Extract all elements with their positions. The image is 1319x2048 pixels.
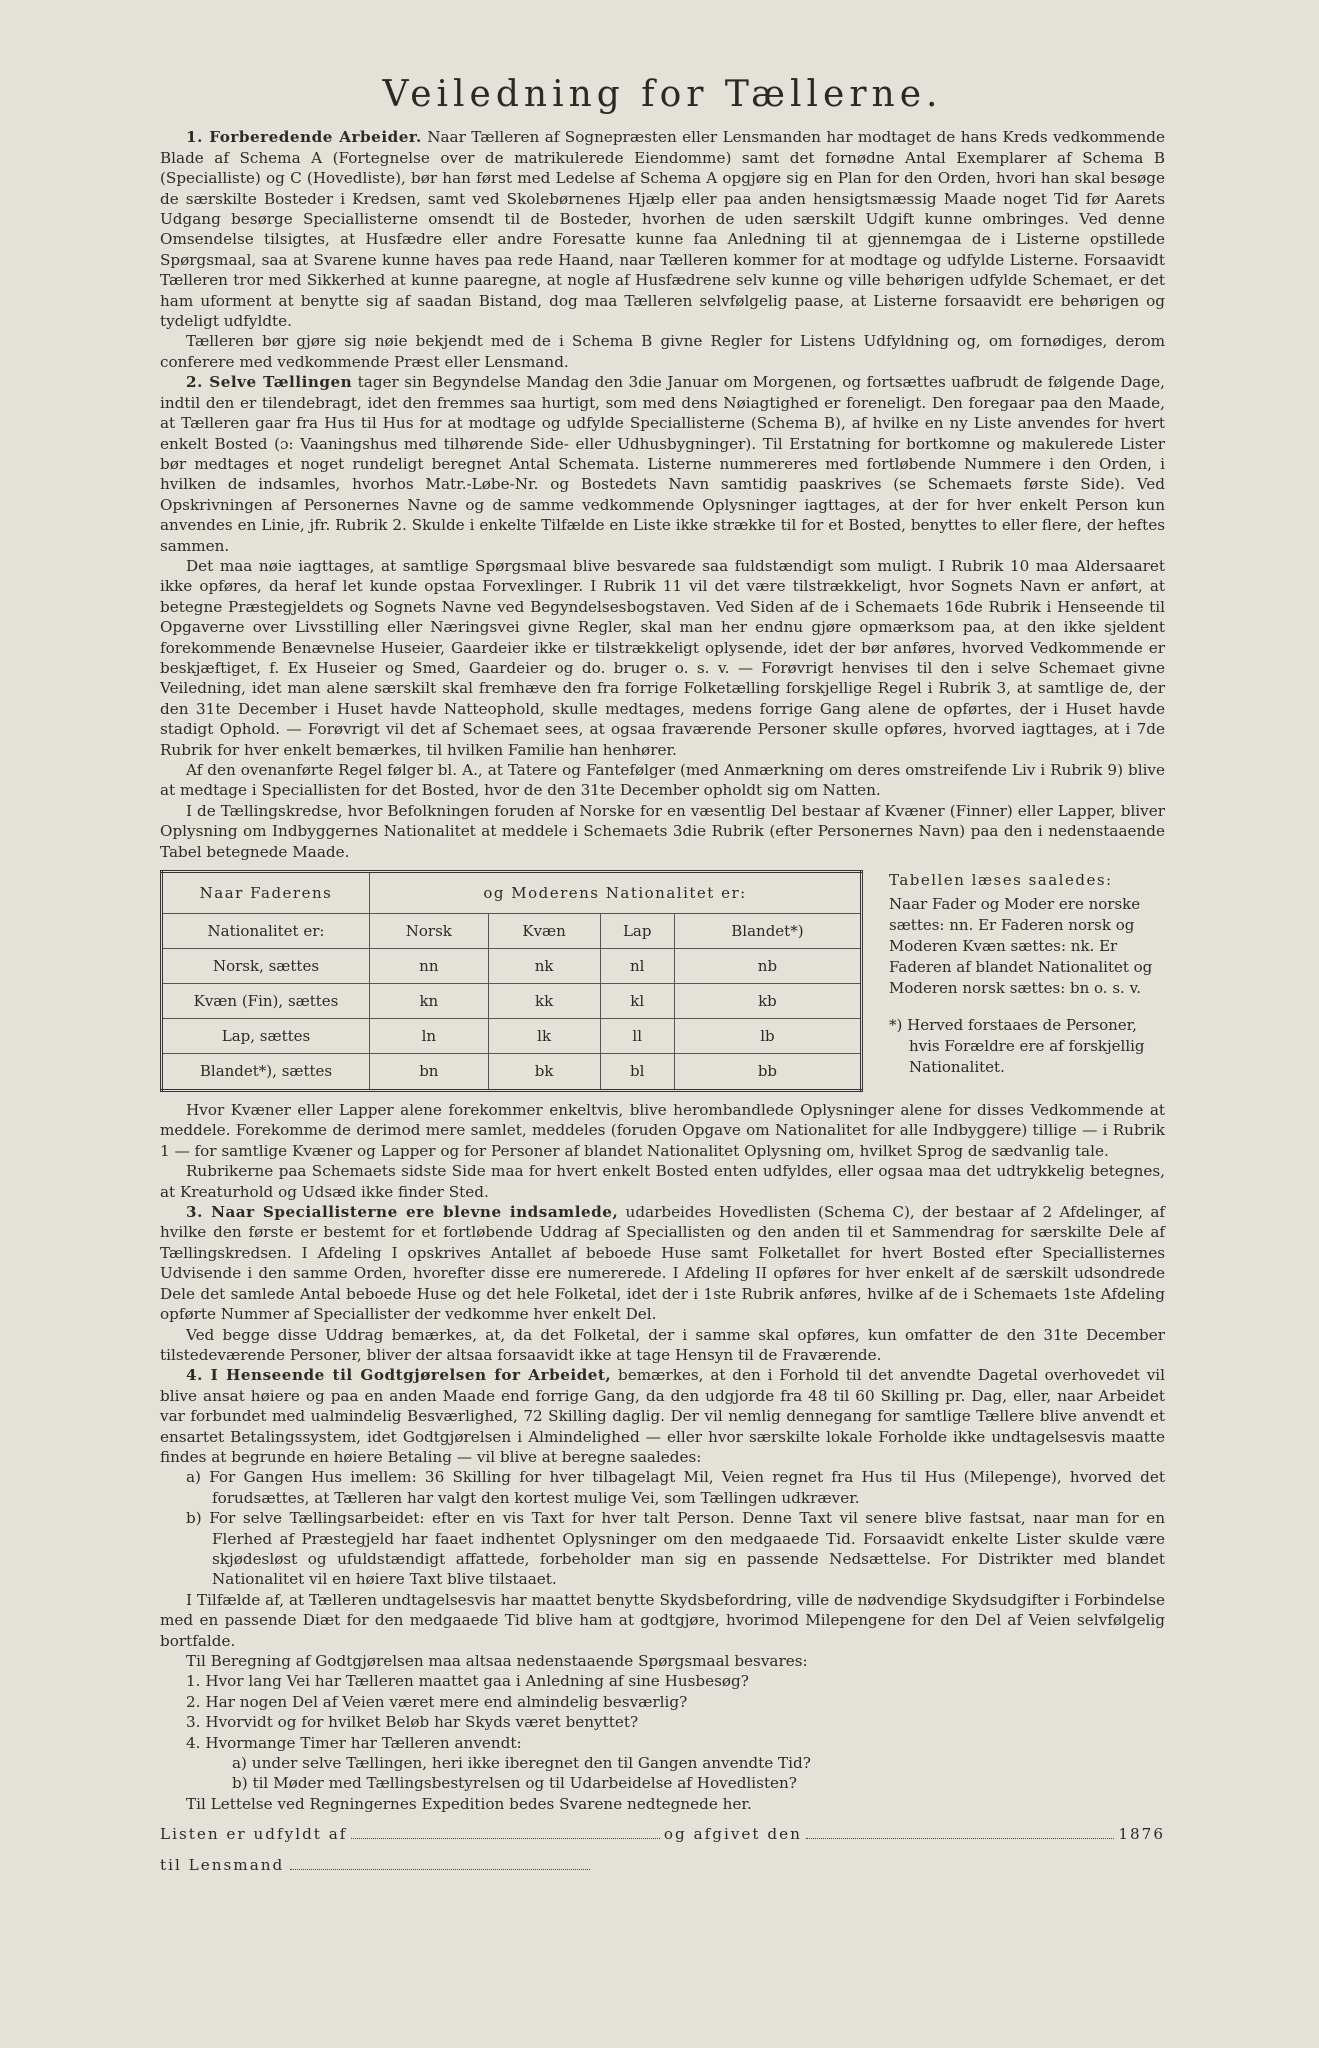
section-4-paragraph bbox=[160, 1365, 1165, 1467]
table-cell: lb bbox=[674, 1019, 861, 1054]
table-cell: nb bbox=[674, 949, 861, 984]
table-footnote: *) Herved forstaaes de Personer, hvis Forældre ere af forskjellig Nationalitet. bbox=[889, 1016, 1145, 1077]
table-col-header: Blandet*) bbox=[674, 914, 861, 949]
table-row-label: Kvæn (Fin), sættes bbox=[162, 984, 370, 1019]
table-col-header: Kvæn bbox=[488, 914, 600, 949]
section-2-paragraph-2: Det maa nøie iagttages, at samtlige Spørgsmaal blive besvarede saa fuldstændigt som muligt. I Rubrik 10 maa Aldersaaret ikke opføres, da heraf let kunde opstaa Forvexlinger. I Rubrik 11 vil det være tilstrækkeligt, hvor Sognets Navn er anført, at betegne Præstegjeldets og Sognets Navne ved Begyndelsesbogstaven. Ved Siden af de i Schemaets 16de Rubrik i Henseende til Opgaverne over Livsstilling eller Næringsvei givne Regler, skal man her endnu gjøre opmærksom paa, at den ikke sjeldent forekommende Benævnelse Huseier, Gaardeier ikke er tilstrækkeligt oplysende, idet der bør anføres, hvorved Vedkommende er beskjæftiget, f. Ex Huseier og Smed, Gaardeier og do. bruger o. s. v. — Forøvrigt henvises til den i selve Schemaet givne Veiledning, idet man alene særskilt skal fremhæve den fra forrige Folketælling forskjellige Regel i Rubrik 3, at samtlige de, der den 31te December i Huset havde Natteophold, skulle medtages, medens forrige Gang alene de opførtes, der i Huset havde stadigt Ophold. — Forøvrigt vil det af Schemaet sees, at ogsaa fraværende Personer skulle opføres, hvorved iagttages, at i 7de Rubrik for hver enkelt bemærkes, til hvilken Familie han henhører. bbox=[160, 556, 1165, 759]
delivered-date-blank[interactable] bbox=[806, 1837, 1115, 1839]
footer-year: 1876 bbox=[1118, 1825, 1166, 1844]
section-4-item-a: a) For Gangen Hus imellem: 36 Skilling for hver tilbagelagt Mil, Veien regnet fra Hus til Hus (Milepenge), hvorved det forudsættes, at Tælleren har valgt den kortest mulige Vei, som Tællingen udkræver. bbox=[186, 1468, 1165, 1507]
table-cell: ln bbox=[370, 1019, 489, 1054]
after-table-paragraph-2: Rubrikerne paa Schemaets sidste Side maa for hvert enkelt Bosted enten udfyldes, eller ogsaa maa det udtrykkelig betegnes, at Kreaturhold og Udsæd ikke finder Sted. bbox=[160, 1162, 1165, 1201]
table-cell: bn bbox=[370, 1054, 489, 1091]
section-3-paragraph-2: Ved begge disse Uddrag bemærkes, at, da det Folketal, der i samme skal opføres, kun omfatter de den 31te December tilstedeværende Personer, bliver der altsaa forsaavidt ikke at tage Hensyn til de Fraværende. bbox=[160, 1325, 1165, 1364]
table-cell: kl bbox=[600, 984, 674, 1019]
section-1-paragraph bbox=[160, 127, 1165, 331]
table-cell: kk bbox=[488, 984, 600, 1019]
section-2-text: tager sin Begyndelse Mandag den 3die Januar om Morgenen, og fortsættes uafbrudt de følgende Dage, indtil den er tilendebragt, idet den fremmes saa hurtigt, som med dens Nøiagtighed er foreneligt. Den foregaar paa den Maade, at Tælleren gaar fra Hus til Hus for at modtage og udfylde Speciallisterne (Schema B), af hvilke en ny Liste anvendes for hvert enkelt Bosted (ɔ: Vaaningshus med tilhørende Side- eller Udhusbygninger). Til Erstatning for bortkomne og makulerede Lister bør medtages et noget rundeligt beregnet Antal Schemata. Listerne nummereres med fortløbende Nummere i den Orden, i hvilken de indsamles, hvorhos Matr.-Løbe-Nr. og Bostedets Navn samtidig paaskrives (se Schemaets første Side). Ved Opskrivningen af Personernes Navne og de samme vedkommende Oplysninger iagttages, at der for hver enkelt Person kun anvendes en Linie, jfr. Rubrik 2. Skulde i enkelte Tilfælde en Liste ikke strække til for et Bosted, benyttes to eller flere, der heftes sammen. bbox=[160, 373, 1165, 555]
table-reading-note bbox=[889, 870, 1164, 1078]
section-2-paragraph-3: Af den ovenanførte Regel følger bl. A., at Tatere og Fantefølger (med Anmærkning om deres omstreifende Liv i Rubrik 9) blive at medtage i Speciallisten for det Bosted, hvor de den 31te December opholdt sig om Natten. bbox=[160, 761, 1165, 800]
section-4-text: bemærkes, at den i Forhold til det anvendte Dagetal overhovedet vil blive ansat høiere og paa en anden Maade end forrige Gang, da den udgjorde fra 48 til 60 Skilling pr. Dag, eller, naar Arbeidet var forbundet med ualmindelig Besværlighed, 72 Skilling daglig. Der vil nemlig dennegang for samtlige Tællere blive anvendt et ensartet Betalingssystem, idet Godtgjørelsen i Almindelighed — eller hvor særskilte lokale Forholde ikke undtagelsesvis maatte findes at begrunde en høiere Betaling — vil blive at beregne saaledes: bbox=[160, 1366, 1165, 1466]
table-col-header: Lap bbox=[600, 914, 674, 949]
table-cell: bk bbox=[488, 1054, 600, 1091]
table-row bbox=[162, 1054, 862, 1091]
table-cell: nl bbox=[600, 949, 674, 984]
section-4-paragraph-3: Til Beregning af Godtgjørelsen maa altsaa nedenstaaende Spørgsmaal besvares: bbox=[186, 1652, 808, 1670]
table-cell: nk bbox=[488, 949, 600, 984]
section-2-paragraph bbox=[160, 372, 1165, 556]
table-row bbox=[162, 984, 862, 1019]
section-4-paragraph-2: I Tilfælde af, at Tælleren undtagelsesvis har maattet benytte Skydsbefordring, ville de nødvendige Skydsudgifter i Forbindelse med en passende Diæt for den medgaaede Tid blive ham at godtgjøre, hvorimod Milepengene for den Del af Veien selvfølgelig bortfalde. bbox=[160, 1590, 1165, 1650]
section-1-heading: 1. Forberedende Arbeider. bbox=[186, 128, 422, 147]
footer-signature-line bbox=[160, 1824, 1165, 1844]
section-3-text: udarbeides Hovedlisten (Schema C), der bestaar af 2 Afdelinger, af hvilke den første er bestemt for et fortløbende Uddrag af Speciallisten og den anden til et Sammendrag for særskilte Dele af Tællingskredsen. I Afdeling I opskrives Antallet af beboede Huse samt Folketallet for hvert Bosted efter Speciallisternes Udvisende i den samme Orden, hvorefter disse ere numererede. I Afdeling II opføres for hver enkelt af de særskilt udsondrede Dele det samlede Antal beboede Huse og det hele Folketal, idet der i 1ste Rubrik anføres, hvilke af de i Schemaets 1ste Afdeling opførte Nummer af Speciallister der vedkomme hver enkelt Del. bbox=[160, 1203, 1166, 1324]
question-4b: b) til Møder med Tællingsbestyrelsen og til Udarbeidelse af Hovedlisten? bbox=[232, 1774, 797, 1793]
question-4a: a) under selve Tællingen, heri ikke iberegnet den til Gangen anvendte Tid? bbox=[232, 1754, 811, 1773]
table-row bbox=[162, 1019, 862, 1054]
table-note-title: Tabellen læses saaledes: bbox=[889, 871, 1113, 890]
table-row-label: Norsk, sættes bbox=[162, 949, 370, 984]
footer-filled-by-label: Listen er udfyldt af bbox=[160, 1825, 348, 1844]
section-3-heading: 3. Naar Speciallisterne ere blevne indsamlede, bbox=[186, 1203, 619, 1222]
after-table-paragraph-1: Hvor Kvæner eller Lapper alene forekommer enkeltvis, blive herombandlede Oplysninger alene for disses Vedkommende at meddele. Forekomme de derimod mere samlet, meddeles (foruden Opgave om Nationalitet for alle Indbyggere) tillige — i Rubrik 1 — for samtlige Kvæner og Lapper og for Personer af blandet Nationalitet Oplysning om, hvilket Sprog de sædvanlig tale. bbox=[160, 1101, 1165, 1160]
table-cell: nn bbox=[370, 949, 489, 984]
footer-delivered-label: og afgivet den bbox=[663, 1825, 802, 1844]
table-row-label: Lap, sættes bbox=[162, 1019, 370, 1054]
section-2-paragraph-4: I de Tællingskredse, hvor Befolkningen foruden af Norske for en væsentlig Del bestaar af Kvæner (Finner) eller Lapper, bliver Oplysning om Indbyggernes Nationalitet at meddele i Schemaets 3die Rubrik (efter Personernes Navn) paa den i nedenstaaende Tabel betegnede Maade. bbox=[160, 801, 1165, 861]
filled-by-blank[interactable] bbox=[351, 1837, 660, 1839]
question-3: 3. Hvorvidt og for hvilket Beløb har Skyds været benyttet? bbox=[186, 1713, 639, 1732]
nationality-table-area bbox=[160, 870, 1165, 1092]
section-1-text: Naar Tælleren af Sognepræsten eller Lensmanden har modtaget de hans Kreds vedkommende Blade af Schema A (Fortegnelse over de matrikulerede Eiendomme) samt det fornødne Antal Exemplarer af Schema B (Specialliste) og C (Hovedliste), bør han først med Ledelse af Schema A opgjøre sig en Plan for den Orden, hvori han skal besøge de særskilte Bosteder i Kredsen, samt ved Skolebørnenes Hjælp eller paa anden hensigtsmæssig Maade noget Tid før Aarets Udgang besørge Speciallisterne omsendt til de Bosteder, hvorhen de uden særskilt Udgift kunne ombringes. Ved denne Omsendelse tilsigtes, at Husfædre eller andre Foresatte kunne faa Anledning til at gjennemgaa de i Listerne opstillede Spørgsmaal, saa at Svarene kunne haves paa rede Haand, naar Tælleren kommer for at modtage og udfylde Listerne. Forsaavidt Tælleren tror med Sikkerhed at kunne paaregne, at nogle af Husfædrene selv kunne og ville behørigen udfylde Schemaet, er det ham uforment at benytte sig af saadan Bistand, dog maa Tælleren selvfølgelig paase, at Listerne forsaavidt ere behørigen og tydeligt udfyldte. bbox=[160, 128, 1165, 331]
table-cell: bb bbox=[674, 1054, 861, 1091]
question-4: 4. Hvormange Timer har Tælleren anvendt: bbox=[186, 1733, 522, 1752]
section-4-paragraph-4: Til Lettelse ved Regningernes Expedition bedes Svarene nedtegnede her. bbox=[186, 1794, 752, 1813]
table-cell: kn bbox=[370, 984, 489, 1019]
page-title: Veiledning for Tællerne. bbox=[382, 74, 943, 115]
table-head-mother: og Moderens Nationalitet er: bbox=[370, 872, 862, 914]
section-2-heading: 2. Selve Tællingen bbox=[186, 373, 353, 392]
footer-lensmand-label: til Lensmand bbox=[160, 1855, 285, 1874]
table-cell: kb bbox=[674, 984, 861, 1019]
table-row bbox=[162, 949, 862, 984]
table-cell: lk bbox=[488, 1019, 600, 1054]
table-head-father: Naar Faderens bbox=[162, 872, 370, 914]
section-3-paragraph bbox=[160, 1202, 1165, 1324]
table-cell: bl bbox=[600, 1054, 674, 1091]
question-2: 2. Har nogen Del af Veien været mere end almindelig besværlig? bbox=[186, 1692, 688, 1711]
section-1-paragraph-2: Tælleren bør gjøre sig nøie bekjendt med de i Schema B givne Regler for Listens Udfyldning og, om fornødiges, derom conferere med vedkommende Præst eller Lensmand. bbox=[160, 332, 1165, 371]
table-col-header: Norsk bbox=[370, 914, 489, 949]
footer-lensmand-line bbox=[160, 1855, 1165, 1875]
section-4-item-b: b) For selve Tællingsarbeidet: efter en vis Taxt for hver talt Person. Denne Taxt vil senere blive fastsat, naar man for en Flerhed af Præstegjeld har faaet indhentet Oplysninger om den medgaaede Tid. Forsaavidt enkelte Lister skulde være skjødesløst og ufuldstændigt affattede, forbeholder man sig en passende Nedsættelse. For Distrikter med blandet Nationalitet vil en høiere Taxt blive tilstaaet. bbox=[186, 1509, 1165, 1589]
lensmand-blank[interactable] bbox=[290, 1868, 590, 1870]
nationality-table bbox=[160, 870, 863, 1092]
question-1: 1. Hvor lang Vei har Tælleren maattet gaa i Anledning af sine Husbesøg? bbox=[186, 1672, 749, 1691]
section-4-heading: 4. I Henseende til Godtgjørelsen for Arbeidet, bbox=[186, 1366, 612, 1385]
table-row-label: Blandet*), sættes bbox=[162, 1054, 370, 1091]
table-head-father-2: Nationalitet er: bbox=[162, 914, 370, 949]
table-note-text: Naar Fader og Moder ere norske sættes: nn. Er Faderen norsk og Moderen Kvæn sættes: nk. Er Faderen af blandet Nationalitet og Moderen norsk sættes: bn o. s. v. bbox=[889, 895, 1153, 998]
table-cell: ll bbox=[600, 1019, 674, 1054]
document-body bbox=[160, 74, 1166, 1875]
